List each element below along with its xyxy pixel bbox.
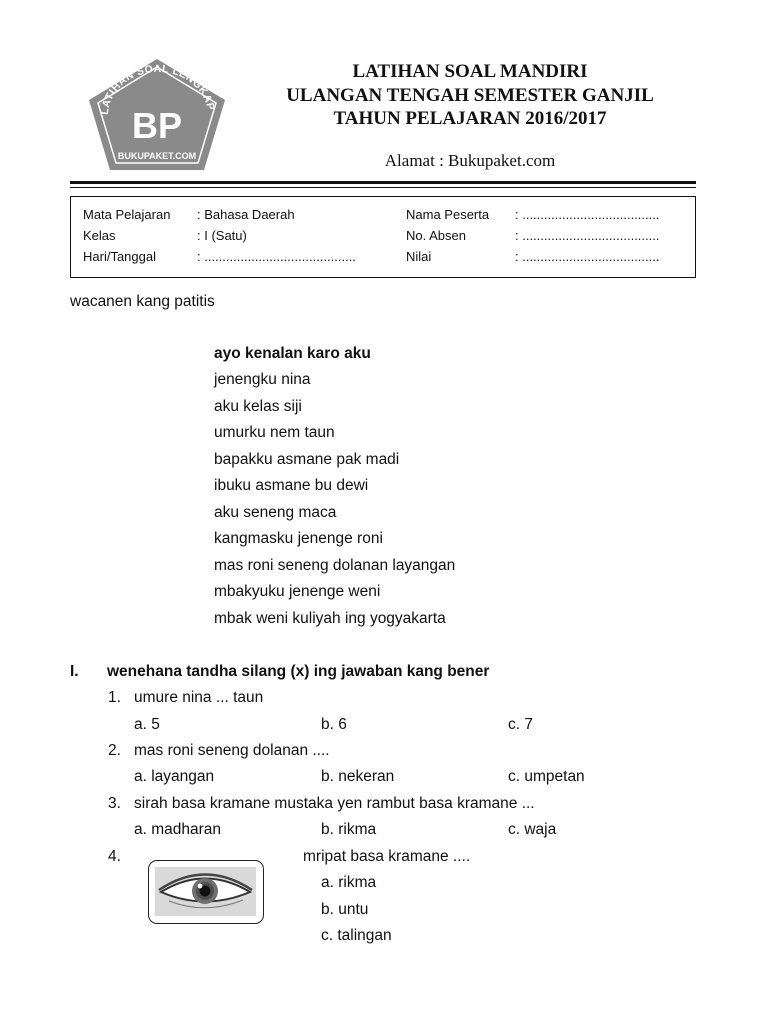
logo-arc-text: LATIHAN SOAL LENGKAP [98,62,217,116]
answer-option[interactable]: a. rikma [321,874,377,891]
identity-label: Nama Peserta [406,207,490,222]
reading-line: mbakyuku jenenge weni [214,583,381,600]
identity-value: : ...................................... [515,228,660,243]
reading-instruction: wacanen kang patitis [70,293,215,310]
identity-box [70,196,696,278]
header-line-3: TAHUN PELAJARAN 2016/2017 [333,108,607,129]
answer-option[interactable]: c. talingan [321,927,392,944]
question-number: 4. [108,848,121,865]
document-header [250,60,690,131]
answer-option[interactable]: a. layangan [134,768,215,785]
question-number: 2. [108,742,121,759]
reading-line: mbak weni kuliyah ing yogyakarta [214,610,446,627]
bukupaket-logo [86,56,228,174]
section-number: I. [70,663,79,680]
answer-option[interactable]: b. 6 [321,716,347,733]
answer-option[interactable]: c. umpetan [508,768,585,785]
reading-line: aku kelas siji [214,398,302,415]
eye-picture [148,860,264,924]
header-address: Alamat : Bukupaket.com [384,151,556,170]
eye-picture-background [155,867,256,916]
section-title: wenehana tandha silang (x) ing jawaban kang bener [107,663,490,680]
identity-value: : .......................................... [197,249,356,264]
logo-initials: BP [131,105,183,146]
answer-option[interactable]: c. 7 [508,716,533,733]
identity-label: Hari/Tanggal [83,249,156,264]
identity-row [71,249,695,269]
reading-line: aku seneng maca [214,504,337,521]
identity-row [71,207,695,227]
header-divider-thin [70,187,696,188]
reading-line: umurku nem taun [214,424,335,441]
question-text: sirah basa kramane mustaka yen rambut basa kramane ... [134,795,535,812]
reading-line: kangmasku jenenge roni [214,530,383,547]
answer-option[interactable]: b. nekeran [321,768,395,785]
question-text: mas roni seneng dolanan .... [134,742,330,759]
eye-icon [155,867,256,916]
answer-option[interactable]: b. untu [321,901,369,918]
question-number: 1. [108,689,121,706]
question-number: 3. [108,795,121,812]
identity-label: No. Absen [406,228,466,243]
header-line-1: LATIHAN SOAL MANDIRI [352,61,588,82]
answer-option[interactable]: a. 5 [134,716,160,733]
reading-title: ayo kenalan karo aku [214,345,371,362]
header-divider [70,181,696,184]
identity-value: : Bahasa Daerah [197,207,295,222]
reading-line: bapakku asmane pak madi [214,451,400,468]
identity-label: Nilai [406,249,432,264]
logo-site: BUKUPAKET.COM [117,151,197,161]
answer-option[interactable]: c. waja [508,821,557,838]
reading-line: mas roni seneng dolanan layangan [214,557,456,574]
header-line-2: ULANGAN TENGAH SEMESTER GANJIL [286,84,654,106]
identity-value: : ...................................... [515,249,660,264]
identity-label: Kelas [83,228,116,243]
identity-label: Mata Pelajaran [83,207,171,222]
identity-value: : I (Satu) [197,228,247,243]
reading-line: ibuku asmane bu dewi [214,477,369,494]
question-text: umure nina ... taun [134,689,264,706]
identity-row [71,228,695,248]
answer-option[interactable]: b. rikma [321,821,377,838]
identity-value: : ...................................... [515,207,660,222]
question-text: mripat basa kramane .... [303,848,471,865]
reading-line: jenengku nina [214,371,311,388]
answer-option[interactable]: a. madharan [134,821,222,838]
